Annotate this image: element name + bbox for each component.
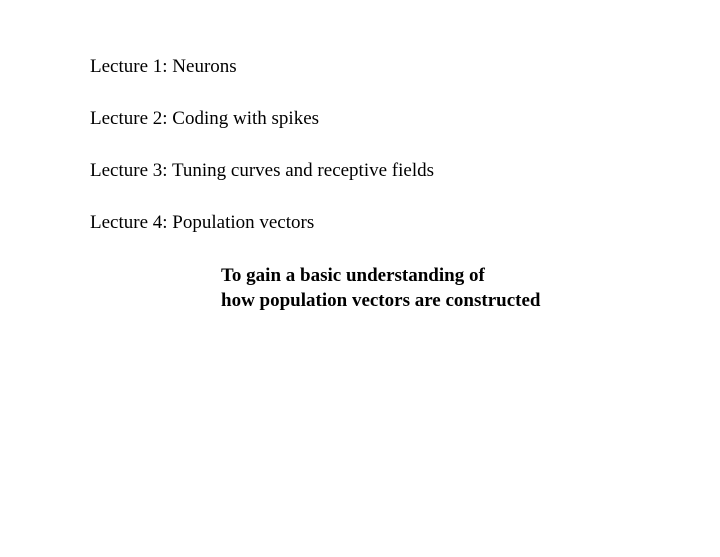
objective-line-2: how population vectors are constructed [221, 290, 541, 311]
lecture-objective [221, 263, 540, 313]
lecture-item-4: Lecture 4: Population vectors [90, 212, 315, 233]
lecture-list [90, 55, 434, 235]
lecture-item-3: Lecture 3: Tuning curves and receptive fields [90, 160, 435, 181]
lecture-item-2: Lecture 2: Coding with spikes [90, 108, 320, 129]
lecture-item-1: Lecture 1: Neurons [90, 56, 237, 77]
objective-line-1: To gain a basic understanding of [221, 265, 485, 286]
